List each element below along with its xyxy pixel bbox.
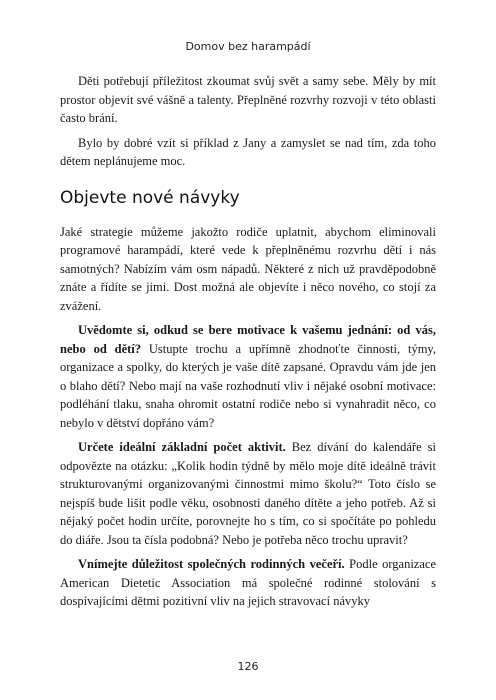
tip-lead-2: Určete ideální základní počet aktivit. — [78, 440, 286, 454]
tip-lead-3: Vnímejte důležitost společných rodinných večeří. — [78, 557, 345, 571]
tip-lead-1: Uvědomte si, odkud se bere motivace k vašemu jednání: od vás, nebo od dětí? — [60, 323, 436, 356]
intro-paragraph-2: Bylo by dobré vzít si příklad z Jany a zamyslet se nad tím, zda toho dětem neplánujeme moc. — [60, 135, 436, 168]
tip-paragraph-3 — [60, 555, 436, 611]
section-title: Objevte nové návyky — [60, 187, 240, 208]
tip-text-3: Podle organizace American Dietetic Association má společné rodinné stolování s dospívajícími dětmi pozitivní vliv na jejich stravovací návyky — [60, 557, 437, 608]
tip-paragraph-2 — [60, 438, 436, 549]
tip-text-2: Bez dívání do kalendáře si odpovězte na otázku: „Kolik hodin týdně by mělo moje dítě ideálně trávit strukturovanými organizovanými činnostmi mimo školu?“ Toto číslo se nejspíš bude lišit podle věku, osobnosti daného dítěte a jeho potřeb. Až si nějaký počet hodin určíte, porovnejte ho s tím, co si spočítáte po pohledu do diáře. Jsou ta čísla podobná? Nebo je potřeba něco trochu upravit? — [60, 440, 436, 547]
section-intro-paragraph: Jaké strategie můžeme jakožto rodiče uplatnit, abychom eliminovali programové harampádí, které vede k přeplněnému rozvrhu dětí i nás samotných? Nabízím vám osm nápadů. Některé z nich už pravděpodobně znáte a řídíte se jimi. Dost možná ale objevíte i něco nového, co stojí za zvážení. — [60, 224, 436, 313]
tip-text-1: Ustupte trochu a upřímně zhodnoťte činnosti, týmy, organizace a spolky, do kterých je vaše dítě zapsané. Opravdu vám jde jen o blaho dětí? Nebo mají na vaše rozhodnutí vliv i nějaké osobní motivace: podléhání tlaku, snaha ohromit ostatní rodiče nebo si vynahradit něco, co nebylo v dětství dopřáno vám? — [60, 341, 436, 430]
page-number: 126 — [237, 660, 259, 673]
text-block — [60, 72, 436, 611]
tip-paragraph-1 — [60, 321, 436, 432]
running-head: Domov bez harampádí — [185, 40, 311, 53]
intro-paragraph-1: Děti potřebují příležitost zkoumat svůj svět a samy sebe. Měly by mít prostor objevit své vášně a talenty. Přeplněné rozvrhy rozvoji v této oblasti často brání. — [60, 74, 436, 125]
